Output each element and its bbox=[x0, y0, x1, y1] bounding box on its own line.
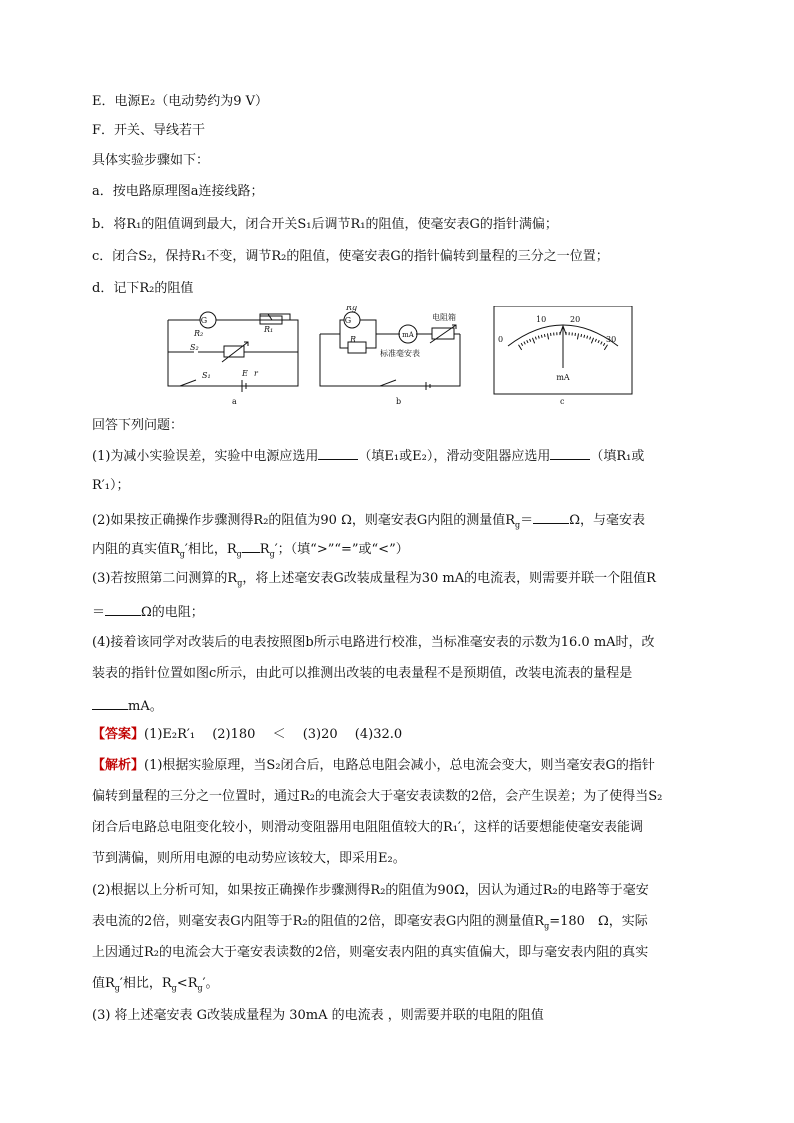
meter-tick-mark bbox=[521, 343, 522, 346]
step-a: a．按电路原理图a连接线路； bbox=[92, 184, 264, 199]
question-3-line-2: ＝ Ω的电阻； bbox=[92, 605, 204, 620]
meter-tick-mark bbox=[530, 339, 531, 342]
step-d: d．记下R₂的阻值 bbox=[92, 281, 194, 296]
answer-blank[interactable] bbox=[242, 540, 260, 553]
meter-tick-20: 20 bbox=[570, 315, 581, 324]
step-b: b．将R₁的阻值调到最大，闭合开关S₁后调节R₁的阻值，使毫安表G的指针满偏； bbox=[92, 217, 558, 232]
label-g-a: G bbox=[200, 316, 208, 325]
answer-tag: 【答案】 bbox=[92, 727, 145, 742]
label-resistor-box: 电阻箱 bbox=[432, 313, 456, 322]
figure-label-c: c bbox=[560, 397, 565, 406]
answer-blank[interactable] bbox=[550, 447, 590, 460]
analysis-line-9: (3) 将上述毫安表 G改装成量程为 30mA 的电流表 ，则需要并联的电阻的阻值 bbox=[92, 1008, 544, 1023]
analysis-line-2: 偏转到量程的三分之一位置时，通过R₂的电流会大于毫安表读数的2倍，会产生误差；为了使得当S₂ bbox=[92, 789, 663, 804]
question-1-line-2: R′₁）； bbox=[92, 478, 130, 493]
answer-line: 【答案】(1)E₂R′₁ (2)180 ＜ (3)20 (4)32.0 bbox=[92, 727, 403, 742]
question-4-line-2: 装表的指针位置如图c所示，由此可以推测出改装的电表量程不是预期值，改装电流表的量程是 bbox=[92, 666, 633, 681]
label-rg: Rg bbox=[346, 306, 358, 312]
meter-tick-mark bbox=[577, 333, 578, 339]
item-f: F．开关、导线若干 bbox=[92, 123, 206, 138]
analysis-line-3: 闭合后电路总电阻变化较小，则滑动变阻器用电阻阻值较大的R₁′，这样的话要想能使毫安表能调 bbox=[92, 820, 643, 835]
answer-blank[interactable] bbox=[318, 447, 358, 460]
meter-tick-mark bbox=[538, 336, 539, 339]
label-g-b: G bbox=[344, 316, 352, 325]
question-2-line-2: 内阻的真实值$R_g'$相比，$R_g$ $R_g'$；（填“>”“=”或“<”） bbox=[92, 542, 409, 559]
answer-blank[interactable] bbox=[105, 603, 141, 616]
label-r: r bbox=[254, 369, 258, 378]
analysis-line-7: 上因通过R₂的电流会大于毫安表读数的2倍，则毫安表内阻的真实值偏大，即与毫安表内阻的真实 bbox=[92, 945, 649, 960]
meter-tick-mark bbox=[584, 335, 585, 338]
questions-title: 回答下列问题： bbox=[92, 418, 184, 433]
meter-tick-mark bbox=[590, 337, 591, 340]
meter-tick-0: 0 bbox=[498, 335, 504, 344]
meter-tick-mark bbox=[518, 345, 521, 350]
meter-tick-mark bbox=[544, 334, 545, 337]
meter-tick-30: 30 bbox=[606, 335, 617, 344]
analysis-line-4: 节到满偏，则所用电源的电动势应该较大，即采用E₂。 bbox=[92, 851, 406, 866]
analysis-line-8: 值$R_g'$相比，$R_g<R_g'$。 bbox=[92, 976, 219, 993]
analysis-line-1: 【解析】(1)根据实验原理，当S₂闭合后，电路总电阻会减小，总电流会变大，则当毫安表G的指针 bbox=[92, 758, 655, 773]
label-s2: S₂ bbox=[190, 343, 199, 352]
circuit-a bbox=[168, 312, 298, 392]
meter-tick-mark bbox=[587, 336, 588, 339]
label-standard-ma: 标准毫安表 bbox=[380, 349, 420, 358]
meter-tick-mark bbox=[601, 342, 602, 345]
figure-label-b: b bbox=[396, 397, 402, 406]
answer-blank[interactable] bbox=[533, 511, 569, 524]
question-2-line-1: (2)如果按正确操作步骤测得R₂的阻值为90 Ω，则毫安表G内阻的测量值$R_g= \Omega$，与毫安表 bbox=[92, 513, 645, 530]
label-r-b: R bbox=[350, 335, 357, 344]
label-e: E bbox=[242, 369, 248, 378]
meter-tick-mark bbox=[591, 338, 593, 344]
label-r1: R₁ bbox=[264, 325, 274, 334]
label-r2: R₂ bbox=[194, 329, 204, 338]
answer-blank[interactable] bbox=[92, 697, 128, 710]
circuit-figure bbox=[160, 306, 636, 408]
meter-tick-mark bbox=[547, 333, 548, 339]
label-ma-b: mA bbox=[402, 331, 414, 339]
meter-tick-10: 10 bbox=[536, 315, 547, 324]
meter-tick-mark bbox=[524, 342, 525, 345]
analysis-tag: 【解析】 bbox=[92, 758, 145, 773]
item-e: E．电源E₂（电动势约为9 V） bbox=[92, 94, 268, 109]
question-3-line-1: (3)若按照第二问测算的$R_g$，将上述毫安表G改装成量程为30 mA的电流表，则需要并联一个阻值R bbox=[92, 571, 656, 588]
meter-tick-mark bbox=[535, 337, 536, 340]
analysis-line-6: 表电流的2倍，则毫安表G内阻等于R₂的阻值的2倍，即毫安表G内阻的测量值$R_g=180$ Ω，实际 bbox=[92, 914, 648, 931]
label-s1: S₁ bbox=[202, 371, 211, 380]
meter-unit: mA bbox=[556, 373, 570, 382]
meter-tick-mark bbox=[604, 345, 607, 350]
steps-title: 具体实验步骤如下： bbox=[92, 153, 210, 168]
meter-tick-mark bbox=[595, 339, 596, 342]
analysis-line-5: (2)根据以上分析可知，如果按正确操作步骤测得R₂的阻值为90Ω，因认为通过R₂的电路等于毫安 bbox=[92, 883, 649, 898]
question-4-line-3: mA。 bbox=[92, 697, 163, 715]
question-1-line-1: (1)为减小实验误差，实验中电源应选用 （填E₁或E₂），滑动变阻器应选用 （填R₁或 bbox=[92, 449, 645, 464]
meter-tick-mark bbox=[598, 340, 599, 343]
meter-tick-mark bbox=[541, 335, 542, 338]
meter-tick-mark bbox=[581, 334, 582, 337]
meter-tick-mark bbox=[527, 340, 528, 343]
figure-label-a: a bbox=[232, 397, 237, 406]
meter-tick-mark bbox=[532, 338, 534, 344]
meter-tick-mark bbox=[603, 343, 604, 346]
step-c: c．闭合S₂，保持R₁不变，调节R₂的阻值，使毫安表G的指针偏转到量程的三分之一位置； bbox=[92, 249, 609, 264]
question-4-line-1: (4)接着该同学对改装后的电表按照图b所示电路进行校准，当标准毫安表的示数为16.0 mA时，改 bbox=[92, 635, 655, 650]
